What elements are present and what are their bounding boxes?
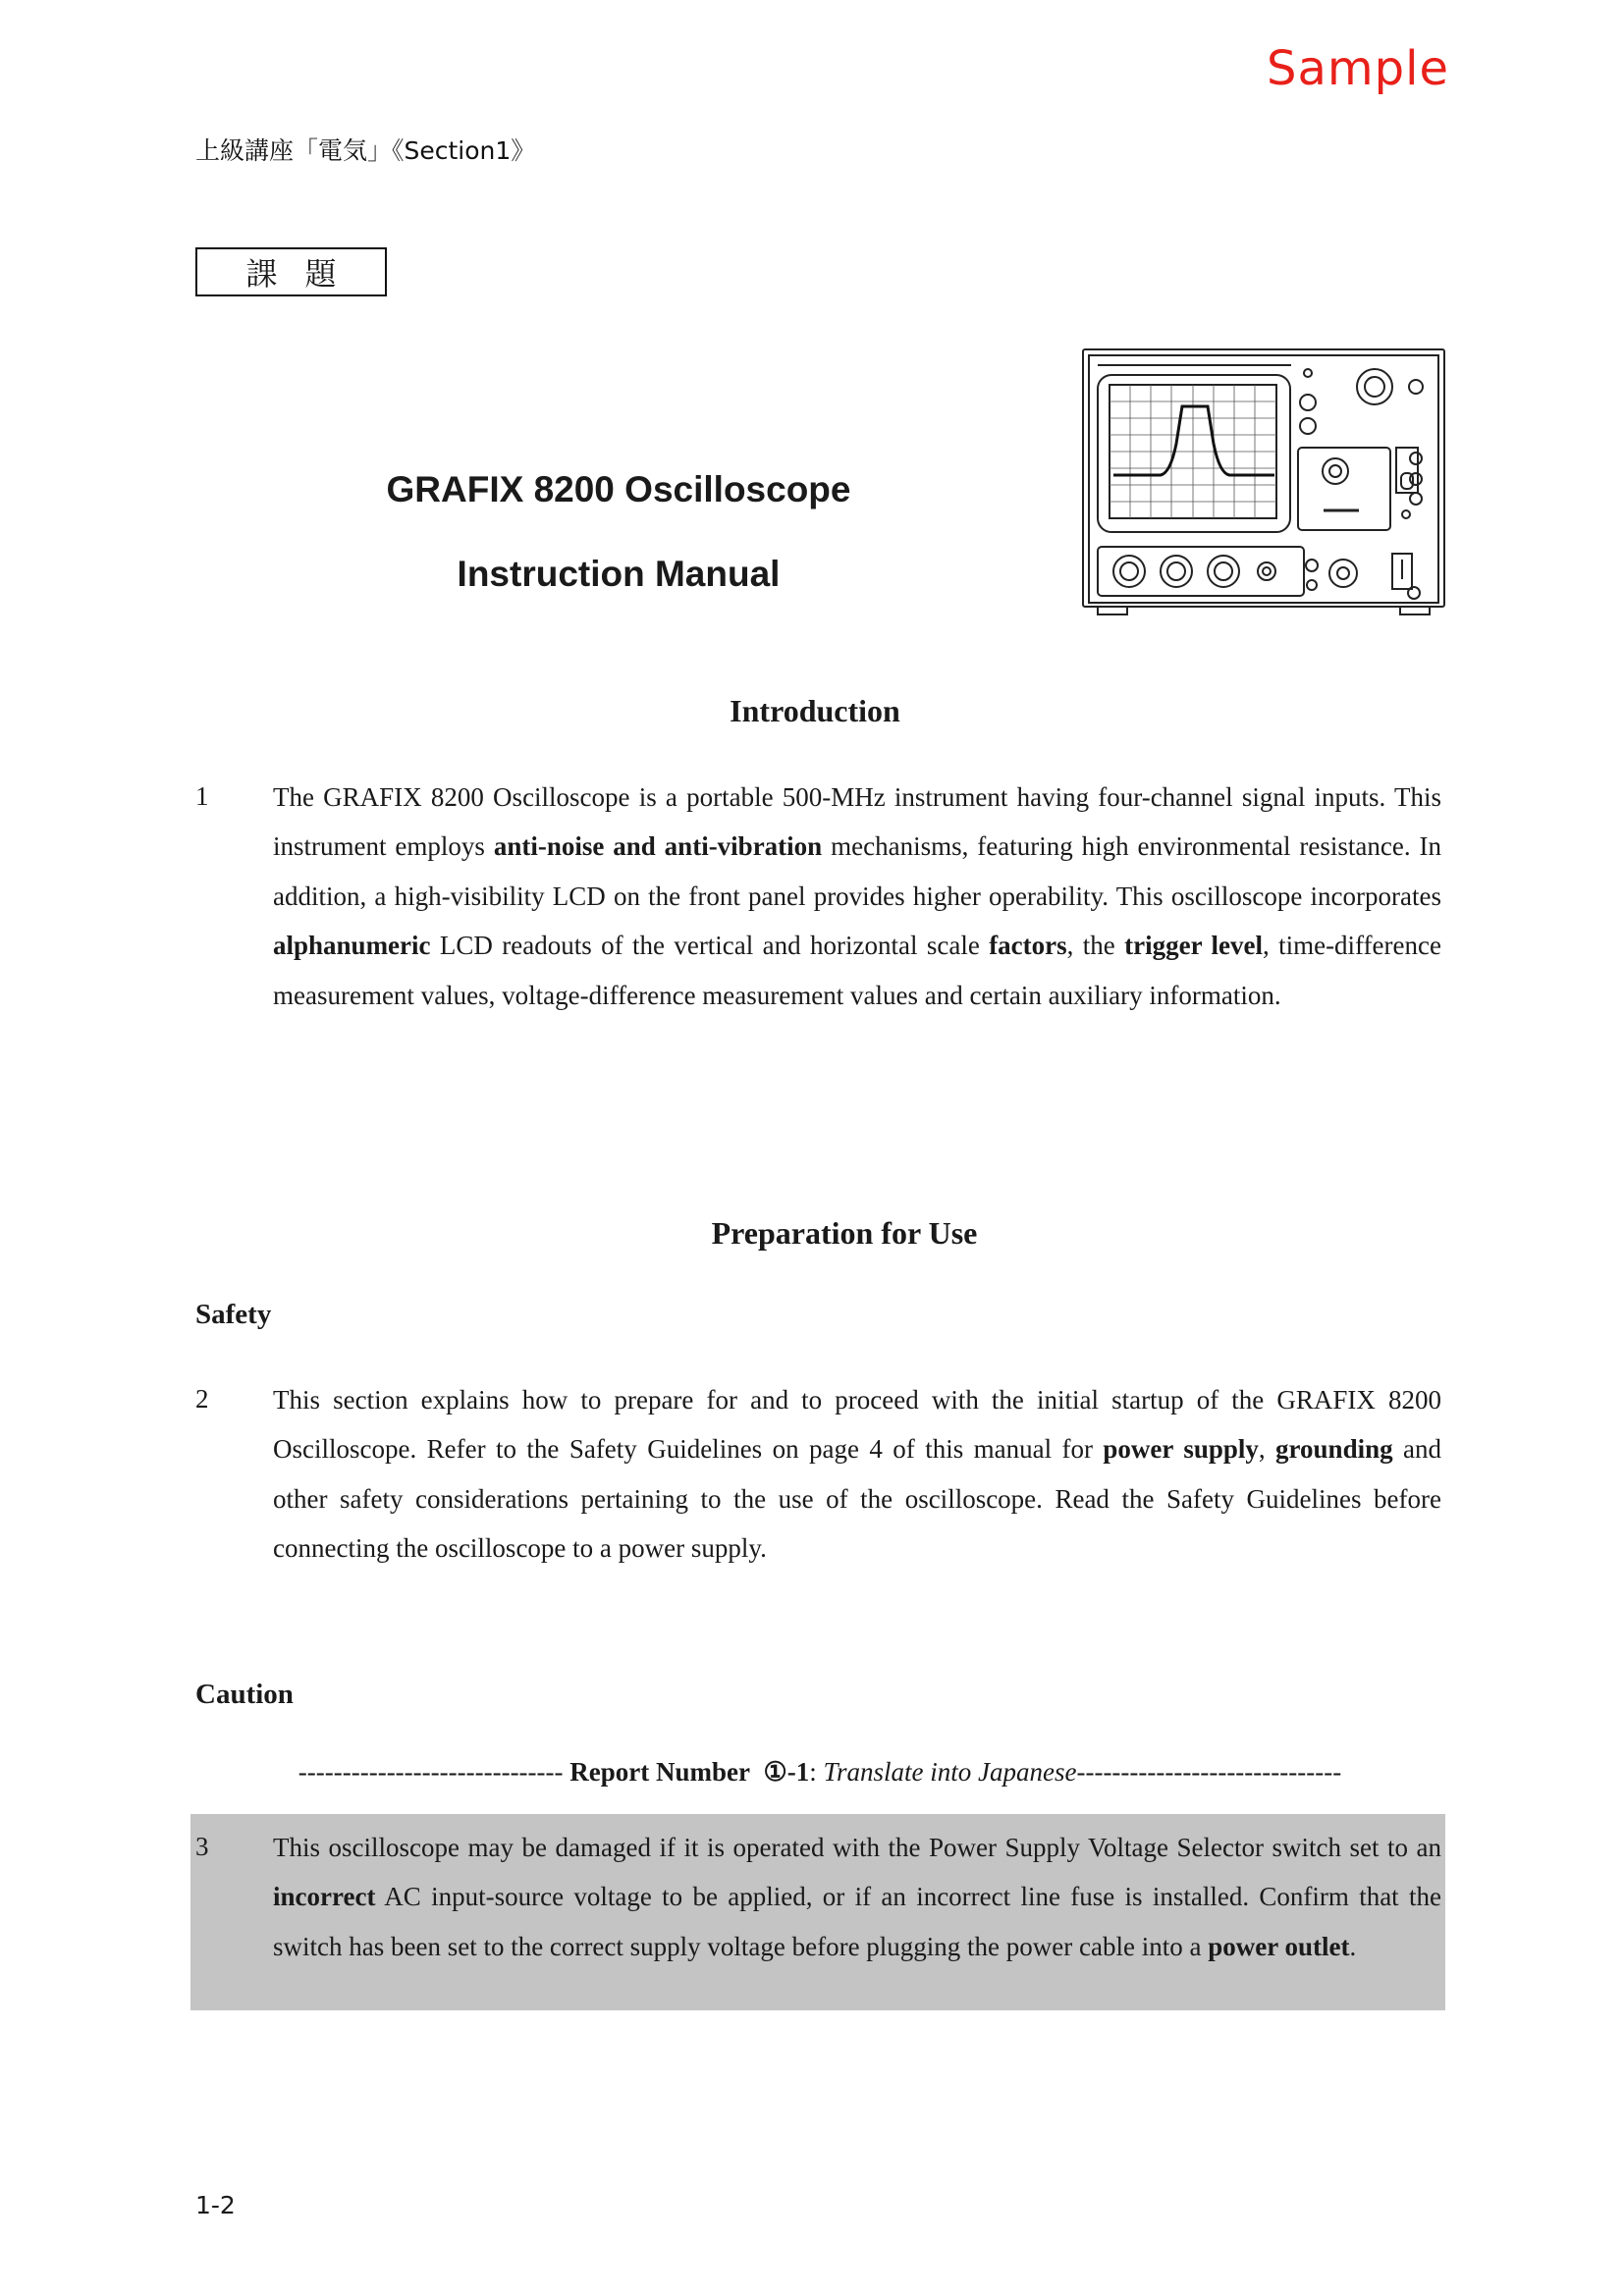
report-number-line: ------------------------------ Report Number ①-1: Translate into Japanese------------------------------	[298, 1757, 1342, 1787]
introduction-heading: Introduction	[730, 693, 900, 728]
paragraph-number-1: 1	[195, 781, 209, 811]
caution-paragraph: This oscilloscope may be damaged if it is operated with the Power Supply Voltage Selector switch set to an incorrect AC input-source voltage to be applied, or if an incorrect line fuse is installed. Confirm that the switch has been set to the correct supply voltage before plugging the power cable into a power outlet.	[273, 1833, 1441, 1961]
document-title: GRAFIX 8200 Oscilloscope	[386, 469, 851, 509]
safety-heading: Safety	[195, 1299, 272, 1330]
caution-heading: Caution	[195, 1679, 294, 1710]
safety-paragraph: This section explains how to prepare for and to proceed with the initial startup of the GRAFIX 8200 Oscilloscope. Refer to the Safety Guidelines on page 4 of this manual for power supply, grounding and other safety considerations pertaining to the use of the oscilloscope. Read the Safety Guidelines before connecting the oscilloscope to a power supply.	[273, 1385, 1442, 1564]
preparation-heading: Preparation for Use	[711, 1215, 978, 1251]
paragraph-number-2: 2	[195, 1384, 209, 1414]
sample-watermark: Sample	[1267, 41, 1449, 96]
document-subtitle: Instruction Manual	[457, 554, 781, 594]
introduction-paragraph: The GRAFIX 8200 Oscilloscope is a portable 500-MHz instrument having four-channel signal inputs. This instrument employs anti-noise and anti-vibration mechanisms, featuring high environmental resistance. In addition, a high-visibility LCD on the front panel provides higher operability. This oscilloscope incorporates alphanumeric LCD readouts of the vertical and horizontal scale factors, the trigger level, time-difference measurement values, voltage-difference measurement values and certain auxiliary information.	[273, 782, 1441, 1010]
paragraph-number-3: 3	[195, 1832, 209, 1861]
oscilloscope-illustration-icon	[1080, 346, 1449, 630]
task-label: 課題	[245, 255, 364, 293]
course-header: 上級講座「電気」《Section1》	[195, 136, 536, 165]
task-label-box	[195, 247, 387, 296]
page-number: 1-2	[195, 2191, 236, 2219]
